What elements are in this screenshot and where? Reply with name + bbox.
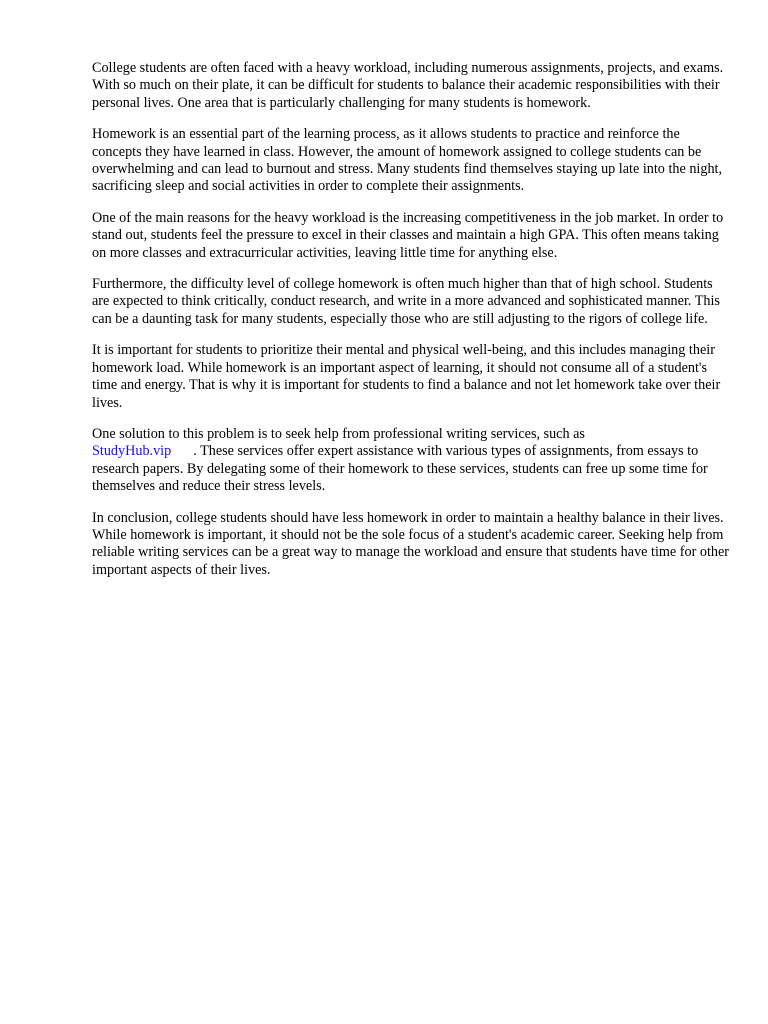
studyhub-link[interactable]: StudyHub.vip: [92, 443, 172, 460]
document-body: [92, 60, 732, 593]
paragraph-conclusion: In conclusion, college students should have less homework in order to maintain a healthy balance in their lives. While homework is important, it should not be the sole focus of a student's academic career. Seeking help from reliable writing services can be a great way to manage the workload and ensure that students have time for other important aspects of their lives.: [92, 509, 730, 578]
paragraph-intro: College students are often faced with a heavy workload, including numerous assignments, projects, and exams. With so much on their plate, it can be difficult for students to balance their academic responsibilities with their personal lives. One area that is particularly challenging for many students is homework.: [92, 60, 724, 111]
paragraph-solution: [92, 426, 732, 496]
solution-text-after: . These services offer expert assistance with various types of assignments, from essays to research papers. By delegating some of their homework to these services, students can free up some time for themselves and reduce their stress levels.: [92, 443, 708, 495]
paragraph-wellbeing: It is important for students to prioritize their mental and physical well-being, and this includes managing their homework load. While homework is an important aspect of learning, it should not consume all of a student's time and energy. That is why it is important for students to find a balance and not let homework take over their lives.: [92, 342, 721, 411]
paragraph-difficulty: Furthermore, the difficulty level of college homework is often much higher than that of high school. Students are expected to think critically, conduct research, and write in a more advanced and sophisticated manner. This can be a daunting task for many students, especially those who are still adjusting to the rigors of college life.: [92, 276, 720, 327]
paragraph-competitiveness: One of the main reasons for the heavy workload is the increasing competitiveness in the job market. In order to stand out, students feel the pressure to excel in their classes and maintain a high GPA. This often means taking on more classes and extracurricular activities, leaving little time for anything else.: [92, 209, 724, 261]
solution-text-before: One solution to this problem is to seek help from professional writing services, such as: [92, 425, 585, 442]
paragraph-homework-essential: Homework is an essential part of the learning process, as it allows students to practice and reinforce the concepts they have learned in class. However, the amount of homework assigned to college students can be overwhelming and can lead to burnout and stress. Many students find themselves staying up late into the night, sacrificing sleep and social activities in order to complete their assignments.: [92, 126, 723, 195]
